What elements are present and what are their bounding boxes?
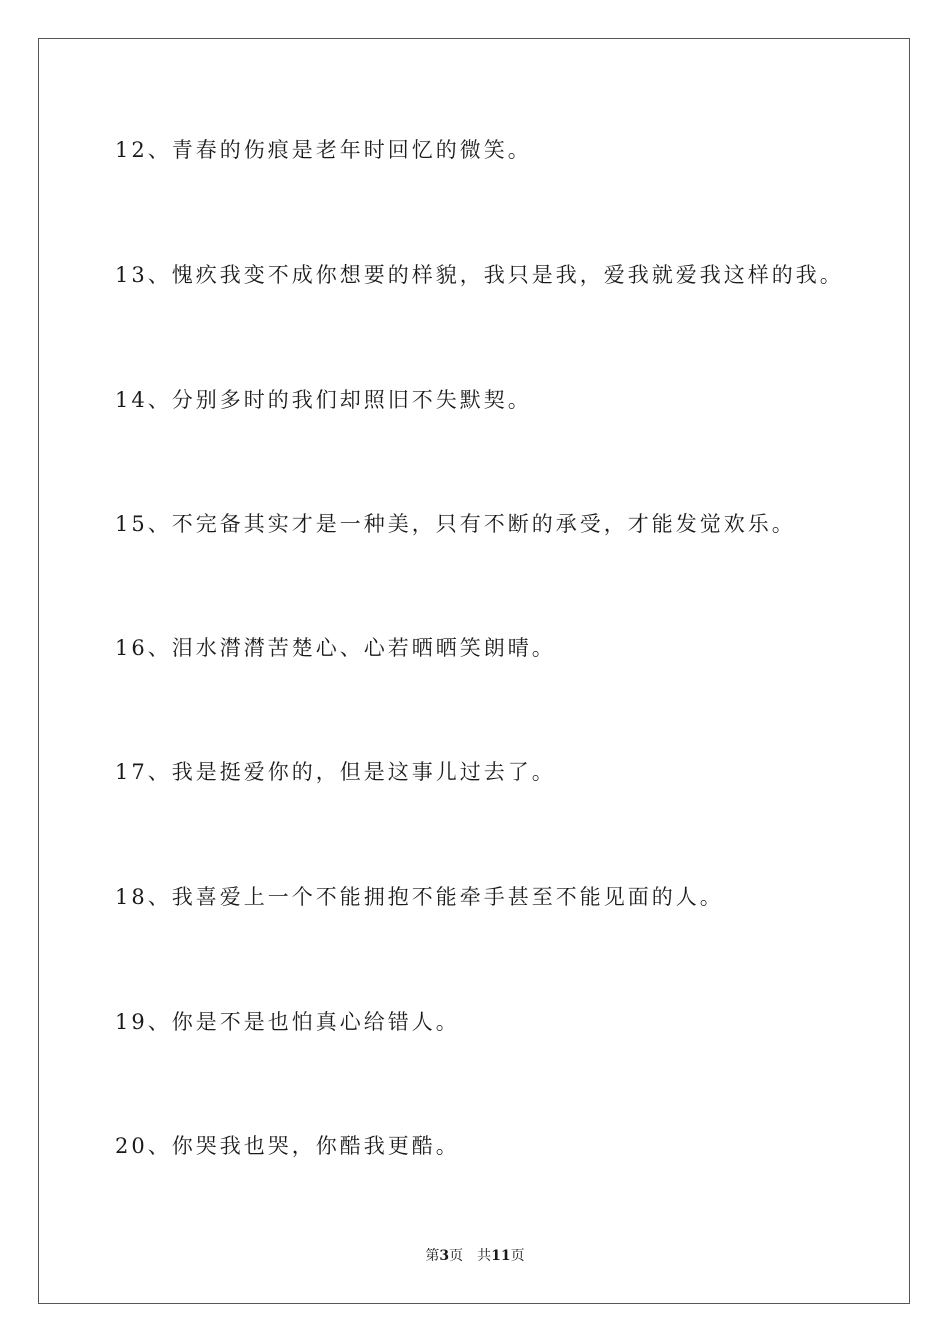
quote-line-12: 12、青春的伤痕是老年时回忆的微笑。	[115, 138, 532, 162]
page-prefix: 第	[425, 1248, 440, 1264]
quote-line-15: 15、不完备其实才是一种美，只有不断的承受，才能发觉欢乐。	[115, 512, 796, 536]
page-footer	[0, 1247, 950, 1265]
quote-line-17: 17、我是挺爱你的，但是这事儿过去了。	[115, 760, 556, 784]
page-border	[38, 38, 910, 1304]
quote-line-19: 19、你是不是也怕真心给错人。	[115, 1010, 460, 1034]
quote-line-14: 14、分别多时的我们却照旧不失默契。	[115, 388, 532, 412]
total-suffix: 页	[510, 1248, 525, 1264]
quote-line-18: 18、我喜爱上一个不能拥抱不能牵手甚至不能见面的人。	[115, 885, 724, 909]
quote-line-13: 13、愧疚我变不成你想要的样貌，我只是我，爱我就爱我这样的我。	[115, 263, 844, 287]
total-pages: 11	[491, 1248, 511, 1264]
total-prefix: 共	[477, 1248, 492, 1264]
page-suffix: 页	[449, 1248, 464, 1264]
quote-line-20: 20、你哭我也哭，你酷我更酷。	[115, 1134, 460, 1158]
quote-line-16: 16、泪水潸潸苦楚心、心若晒晒笑朗晴。	[115, 636, 556, 660]
page-number: 3	[439, 1248, 450, 1264]
